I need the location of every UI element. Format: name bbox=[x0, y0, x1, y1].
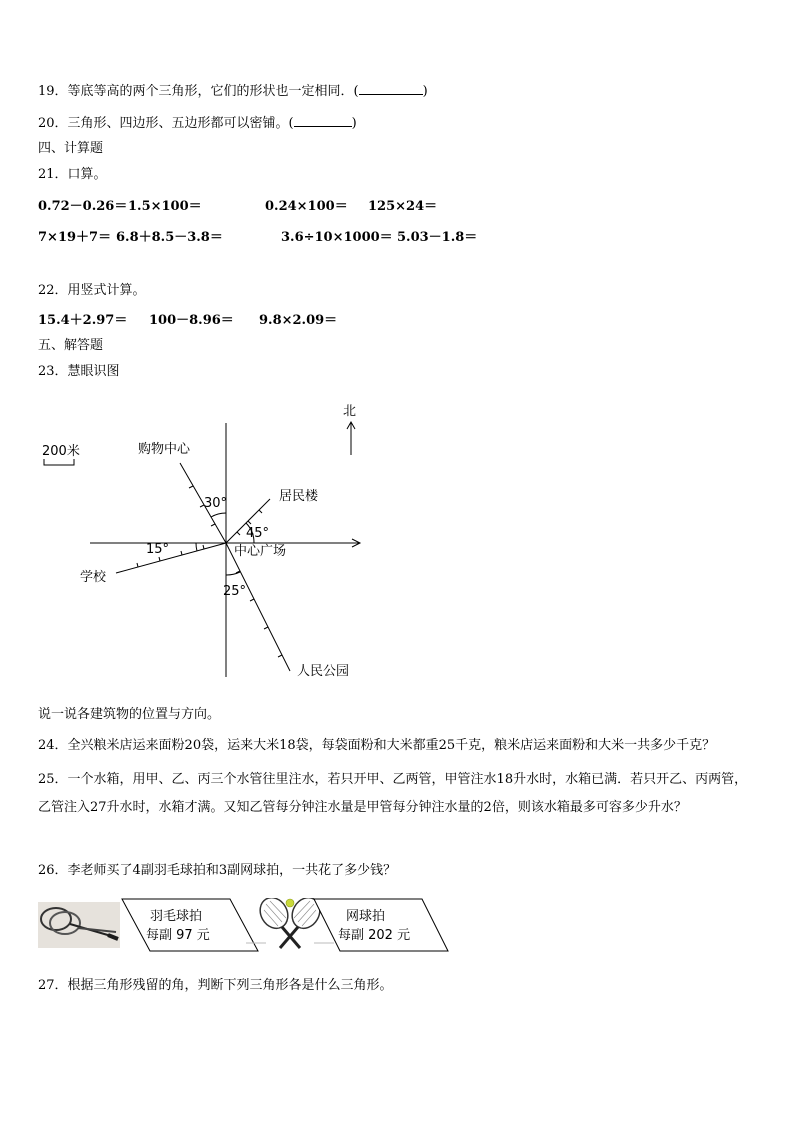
north-label: 北 bbox=[343, 404, 357, 419]
oral-expr-7: 3.6÷10×1000＝ bbox=[281, 230, 393, 245]
question-text: 用竖式计算。 bbox=[67, 283, 146, 298]
question-23 bbox=[38, 363, 120, 381]
label-peoples-park: 人民公园 bbox=[297, 664, 350, 679]
label-residential: 居民楼 bbox=[279, 489, 319, 504]
question-number: 21． bbox=[38, 167, 68, 182]
answer-blank[interactable] bbox=[294, 114, 352, 127]
question-23-prompt: 说一说各建筑物的位置与方向。 bbox=[38, 707, 221, 722]
product-name: 网球拍 bbox=[346, 909, 386, 924]
question-number: 27． bbox=[38, 978, 68, 993]
ray-park bbox=[226, 543, 290, 671]
question-number: 22． bbox=[38, 283, 68, 298]
angle-arc-park bbox=[226, 572, 240, 575]
question-24: 24．全兴粮米店运来面粉20袋，运来大米18袋，每袋面粉和大米都重25千克，粮米店运来面粉和大米一共多少千克？ bbox=[38, 738, 716, 753]
label-shopping-center: 购物中心 bbox=[138, 442, 191, 457]
scale-bar bbox=[44, 459, 74, 465]
oral-expr-8: 5.03－1.8＝ bbox=[397, 230, 478, 245]
paren-close: ) bbox=[351, 116, 357, 131]
angle-arc-shopping bbox=[211, 513, 226, 517]
question-text: 慧眼识图 bbox=[67, 364, 120, 379]
vertical-expr-1: 15.4＋2.97＝ bbox=[38, 313, 128, 328]
direction-map bbox=[0, 395, 794, 695]
question-text: 等底等高的两个三角形，它们的形状也一定相同．( bbox=[67, 84, 359, 99]
angle-arc-school bbox=[196, 543, 197, 551]
oral-expr-1: 0.72－0.26＝ bbox=[38, 199, 128, 214]
question-number: 19． bbox=[38, 84, 68, 99]
question-text: 口算。 bbox=[67, 167, 107, 182]
question-20 bbox=[38, 114, 357, 133]
vertical-expr-2: 100－8.96＝ bbox=[149, 313, 234, 328]
question-26 bbox=[38, 862, 396, 880]
question-text: 李老师买了4副羽毛球拍和3副网球拍，一共花了多少钱？ bbox=[67, 863, 397, 878]
question-number: 23． bbox=[38, 364, 68, 379]
oral-expr-2: 1.5×100＝ bbox=[128, 199, 202, 214]
angle-label-15: 15° bbox=[146, 542, 170, 557]
product-price: 每副 202 元 bbox=[338, 928, 411, 943]
question-number: 20． bbox=[38, 116, 68, 131]
answer-blank[interactable] bbox=[359, 82, 423, 95]
question-19 bbox=[38, 82, 428, 101]
oral-expr-3: 0.24×100＝ bbox=[265, 199, 348, 214]
angle-label-45: 45° bbox=[246, 526, 270, 541]
product-name: 羽毛球拍 bbox=[150, 909, 203, 924]
angle-label-30: 30° bbox=[204, 496, 228, 511]
section-heading-word-problems: 五、解答题 bbox=[38, 338, 104, 353]
label-school: 学校 bbox=[80, 570, 107, 585]
scale-label: 200米 bbox=[42, 444, 80, 459]
question-22 bbox=[38, 282, 146, 300]
ray-school bbox=[116, 543, 226, 573]
product-panel bbox=[38, 898, 448, 952]
paren-close: ) bbox=[422, 84, 428, 99]
oral-expr-5: 7×19＋7＝ bbox=[38, 230, 112, 245]
angle-label-25: 25° bbox=[223, 584, 247, 599]
badminton-racket-icon bbox=[38, 902, 120, 948]
question-text: 三角形、四边形、五边形都可以密铺。( bbox=[67, 116, 294, 131]
tennis-price-box bbox=[312, 898, 452, 952]
question-text: 根据三角形残留的角，判断下列三角形各是什么三角形。 bbox=[67, 978, 393, 993]
question-25: 25．一个水箱，用甲、乙、丙三个水管往里注水，若只开甲、乙两管，甲管注水18升水时，水箱已满．若只开乙、丙两管，乙管注入27升水时，水箱才满。又知乙管每分钟注水量是甲管每分钟注水量的2倍，则该水箱最多可容多少升水？ bbox=[38, 772, 748, 815]
question-27 bbox=[38, 977, 393, 995]
section-heading-calculation: 四、计算题 bbox=[38, 141, 104, 156]
question-21 bbox=[38, 166, 107, 184]
product-price: 每副 97 元 bbox=[146, 928, 210, 943]
vertical-expr-3: 9.8×2.09＝ bbox=[259, 313, 338, 328]
oral-expr-4: 125×24＝ bbox=[368, 199, 438, 214]
badminton-price-box bbox=[120, 898, 260, 952]
label-central-plaza: 中心广场 bbox=[234, 544, 287, 559]
oral-expr-6: 6.8＋8.5－3.8＝ bbox=[116, 230, 223, 245]
question-number: 26． bbox=[38, 863, 68, 878]
